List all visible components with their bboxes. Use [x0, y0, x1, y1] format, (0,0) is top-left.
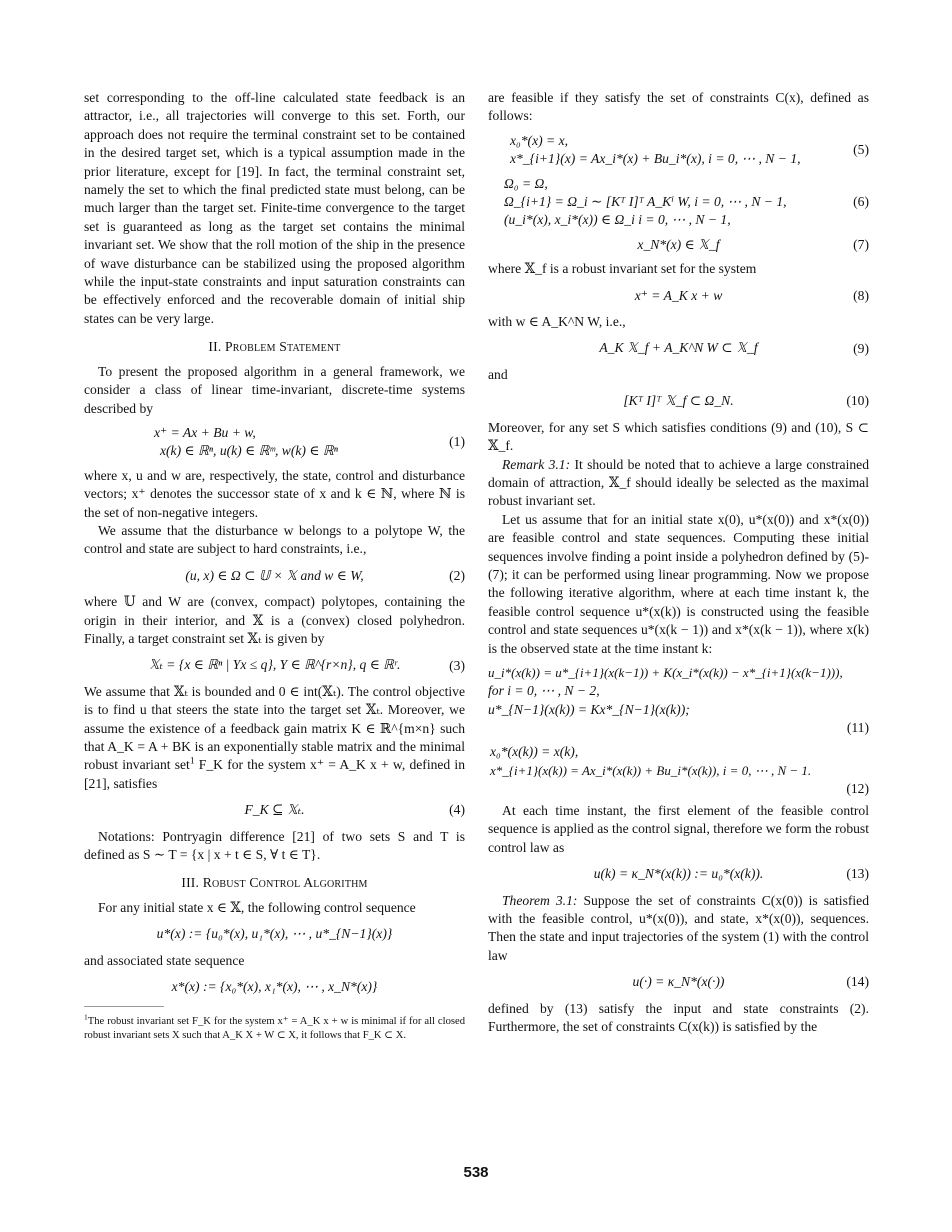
equation-number: (9): [853, 340, 869, 356]
equation-line: u*_{N−1}(x(k)) = Kx*_{N−1}(x(k));: [488, 701, 690, 717]
footnote-divider: [84, 1006, 164, 1007]
equation-14: [488, 973, 869, 991]
paragraph: are feasible if they satisfy the set of constraints C(x), defined as follows:: [488, 90, 869, 124]
section-heading-3: [84, 874, 465, 892]
paragraph: We assume that the disturbance w belongs to a polytope W, the control and state are subject to hard constraints, i.e.,: [84, 522, 465, 557]
equation-11: [488, 664, 869, 735]
paragraph: For any initial state x ∈ 𝕏, the following control sequence: [98, 899, 416, 915]
equation-line: for i = 0, ⋯ , N − 2,: [488, 683, 600, 699]
equation-line: (u_i*(x), x_i*(x)) ∈ Ω_i i = 0, ⋯ , N − 1,: [504, 212, 731, 228]
footnote: [84, 1012, 465, 1042]
theorem-text: Suppose the set of constraints C(x(0)) is satisfied with the feasible control, u*(x(0)), and state, x*(x(0)), sequences. Then the state and input trajectories of the system (1) with the control law: [488, 892, 869, 963]
section-title: Robust Control Algorithm: [202, 875, 368, 891]
theorem-label: Theorem 3.1:: [502, 892, 578, 908]
intro-paragraph: set corresponding to the off-line calculated state feedback is an attractor, i.e., all trajectories will converge to this set. Forth, our approach does not require the terminal constraint set to be contained in the desired target set, which is a typical assumption made in the prior literature, except for [19]. In fact, the terminal constraint set, namely the set to which the final predicted state must belong, can be much larger than the target set. Finite-time convergence to the target set is guaranteed as long as the target set contains the minimal invariant set. We show that the roll motion of the ship in the presence of wave disturbance can be stabilized using the proposed algorithm while the input-state constraints and input saturation constraints can be effectively enforced and the recoverable domain of initial ship states can be very large.: [84, 90, 465, 326]
theorem: [488, 892, 869, 966]
right-column: [488, 89, 869, 1036]
paragraph: and associated state sequence: [84, 952, 245, 968]
paragraph: To present the proposed algorithm in a general framework, we consider a class of linear time-invariant, discrete-time systems described by: [84, 363, 465, 416]
equation-control-sequence: [84, 925, 465, 943]
footnote-text: The robust invariant set F_K for the system x⁺ = A_K x + w is minimal if for all closed robust invariant sets X such that A_K X + W ⊂ X, it follows that F_K ⊂ X.: [84, 1016, 465, 1041]
equation-1: [84, 424, 465, 461]
equation-number: (4): [449, 802, 465, 818]
equation-number: (1): [449, 434, 465, 450]
equation-body: u(k) = κ_N*(x(k)) := u₀*(x(k)).: [593, 866, 764, 882]
section-number: III.: [181, 875, 200, 891]
equation-2: [84, 567, 465, 585]
paragraph: where 𝕌 and W are (convex, compact) polytopes, containing the origin in their interior, and 𝕏 is a (convex) closed polyhedron. Finally, a target constraint set 𝕏ₜ is given by: [84, 594, 465, 646]
equation-line: Ω₀ = Ω,: [504, 175, 548, 191]
paragraph: Notations: Pontryagin difference [21] of two sets S and T is defined as S ∼ T = {x | x + t ∈ S, ∀ t ∈ T}.: [84, 828, 465, 863]
equation-body: (u, x) ∈ Ω ⊂ 𝕌 × 𝕏 and w ∈ W,: [185, 567, 364, 583]
equation-line: x(k) ∈ ℝⁿ, u(k) ∈ ℝᵐ, w(k) ∈ ℝⁿ: [160, 443, 338, 459]
remark: [488, 456, 869, 511]
equation-13: [488, 865, 869, 883]
equation-number: (2): [449, 567, 465, 583]
equation-9: [488, 339, 869, 357]
section-number: II.: [208, 339, 222, 355]
equation-4: [84, 801, 465, 819]
equation-number: (5): [853, 142, 869, 158]
equation-number: (10): [846, 393, 869, 409]
equation-body: A_K 𝕏_f + A_K^N W ⊂ 𝕏_f: [599, 340, 758, 356]
page-number: 538: [463, 1164, 489, 1181]
equation-line: x*_{i+1}(x(k)) = Ax_i*(x(k)) + Bu_i*(x(k)), i = 0, ⋯ , N − 1.: [490, 762, 812, 778]
remark-text: It should be noted that to achieve a large constrained domain of attraction, 𝕏_f should ideally be selected as the maximal robust invariant set.: [488, 456, 869, 509]
paragraph: defined by (13) satisfy the input and state constraints (2). Furthermore, the set of constraints C(x(k)) is satisfied by the: [488, 1000, 869, 1035]
equation-3: [84, 656, 465, 674]
paragraph: [84, 683, 465, 793]
equation-body: x*(x) := {x₀*(x), x₁*(x), ⋯ , x_N*(x)}: [171, 979, 378, 995]
paragraph: At each time instant, the first element of the feasible control sequence is applied as the control signal, therefore we form the robust control law as: [488, 803, 869, 855]
equation-body: u*(x) := {u₀*(x), u₁*(x), ⋯ , u*_{N−1}(x)}: [156, 926, 393, 942]
left-column: [84, 89, 465, 1042]
equation-number: (14): [846, 974, 869, 990]
paragraph: with w ∈ A_K^N W, i.e.,: [488, 314, 626, 330]
paragraph: Let us assume that for an initial state x(0), u*(x(0)) and x*(x(0)) are feasible control and state sequences. Computing these initial sequences involve finding a point inside a polyhedron defined by (5)-(7); it can be performed using linear programming. Now we propose the following iterative algorithm, where at each time instant k, the feasible control sequence u*(x(k)) is constructed using the feasible control and state sequences u*(x(k − 1)) and x*(x(k − 1)), where x(k) is the observed state at the time instant k:: [488, 511, 869, 656]
equation-number: (13): [846, 866, 869, 882]
equation-body: x⁺ = A_K x + w: [634, 287, 723, 303]
equation-state-sequence: [84, 978, 465, 996]
equation-line: u_i*(x(k)) = u*_{i+1}(x(k−1)) + K(x_i*(x(k)) − x*_{i+1}(x(k−1))),: [488, 664, 843, 680]
equation-number: (3): [449, 657, 465, 673]
equation-number: (12): [846, 780, 869, 796]
equation-line: x₀*(x(k)) = x(k),: [490, 744, 579, 760]
paragraph: where 𝕏_f is a robust invariant set for the system: [488, 261, 757, 277]
equation-line: x₀*(x) = x,: [510, 132, 569, 148]
text-run: F_K for the system x⁺ = A_K x + w, defined in [21], satisfies: [84, 757, 466, 791]
equation-line: Ω_{i+1} = Ω_i ∼ [Kᵀ I]ᵀ A_Kⁱ W, i = 0, ⋯ , N − 1,: [504, 194, 787, 210]
footnote-ref: 1: [189, 756, 195, 767]
paragraph: and: [488, 366, 508, 382]
text-run: We assume that 𝕏ₜ is bounded and 0 ∈ int(𝕏ₜ). The control objective is to find u that steers the state into the target set 𝕏ₜ. Moreover, we assume the existence of a feedback gain matrix K ∈ ℝ^{m×n} such that A_K = A + BK is an exponentially stable matrix and the minimal robust invariant set: [84, 683, 465, 773]
equation-number: (7): [853, 236, 869, 252]
equation-8: [488, 287, 869, 305]
equation-number: (11): [846, 719, 869, 735]
equation-number: (8): [853, 287, 869, 303]
equation-7: [488, 236, 869, 254]
equation-number: (6): [853, 194, 869, 210]
equation-body: 𝕏ₜ = {x ∈ ℝⁿ | Yx ≤ q}, Y ∈ ℝ^{r×n}, q ∈ ℝʳ.: [148, 657, 401, 673]
equation-body: x_N*(x) ∈ 𝕏_f: [637, 236, 720, 252]
paragraph: Moreover, for any set S which satisfies conditions (9) and (10), S ⊂ 𝕏_f.: [488, 419, 869, 454]
equation-6: [488, 175, 869, 230]
paragraph: where x, u and w are, respectively, the state, control and disturbance vectors; x⁺ denotes the successor state of x and k ∈ ℕ, where ℕ is the set of non-negative integers.: [84, 467, 465, 520]
remark-label: Remark 3.1:: [502, 456, 571, 472]
equation-body: u(·) = κ_N*(x(·)): [632, 974, 725, 990]
equation-10: [488, 392, 869, 410]
equation-body: [Kᵀ I]ᵀ 𝕏_f ⊂ Ω_N.: [623, 393, 734, 409]
equation-line: x*_{i+1}(x) = Ax_i*(x) + Bu_i*(x), i = 0, ⋯ , N − 1,: [510, 151, 801, 167]
footnote-mark: 1: [84, 1012, 88, 1022]
section-heading-2: [84, 338, 465, 356]
equation-12: [488, 743, 869, 796]
equation-body: F_K ⊆ 𝕏ₜ.: [244, 802, 305, 818]
section-title: Problem Statement: [225, 339, 341, 355]
equation-5: [488, 132, 869, 169]
equation-line: x⁺ = Ax + Bu + w,: [154, 424, 256, 440]
